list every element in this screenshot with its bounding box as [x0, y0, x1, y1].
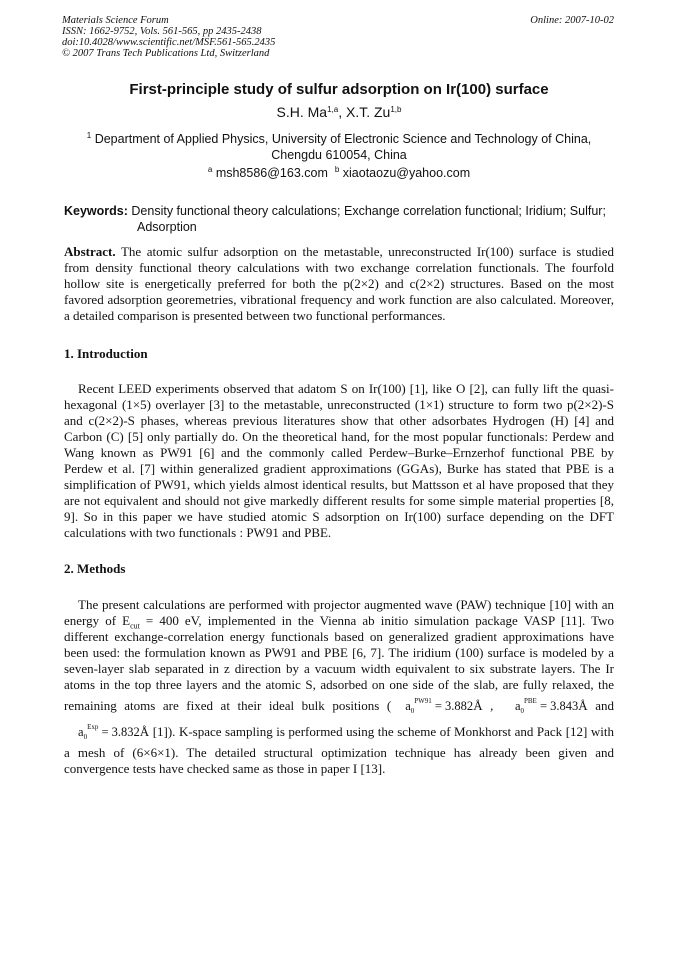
- abstract-text: The atomic sulfur adsorption on the metastable, unreconstructed Ir(100) surface is studied from density functional theory calculations with two exchange correlation functionals. The fourfold hollow site is energetically preferred for both the p(2×2) and c(2×2) structures. Based on the most favored adsorption georemetries, vibrational frequency and work function are also calculated. Moreover, a detailed comparison is presented between two functional performances.: [64, 244, 615, 323]
- issn-line: ISSN: 1662-9752, Vols. 561-565, pp 2435-2438: [62, 26, 262, 37]
- copyright-line: © 2007 Trans Tech Publications Ltd, Switzerland: [62, 48, 270, 59]
- journal-name: Materials Science Forum: [62, 15, 169, 26]
- formula-symbol: a: [514, 699, 521, 713]
- online-date: Online: 2007-10-02: [530, 15, 614, 26]
- keywords-text: Adsorption: [137, 220, 197, 234]
- affiliation-line: Department of Applied Physics, University of Electronic Science and Technology of China,: [94, 132, 592, 146]
- methods-text: The present calculations are performed with projector augmented wave (PAW) technique [10] with an energy of E: [64, 597, 614, 628]
- formula-value: = 3.832: [98, 725, 140, 739]
- formula-subscript: 0: [520, 707, 524, 715]
- affiliation-sup: 1: [86, 131, 92, 140]
- affiliation-line: Chengdu 610054, China: [271, 148, 407, 162]
- keywords-text: Density functional theory calculations; Exchange correlation functional; Iridium; Sulfur;: [131, 204, 606, 218]
- abstract-label: Abstract.: [64, 244, 116, 259]
- email-sup: b: [334, 165, 340, 174]
- formula-superscript: PW91: [414, 697, 432, 705]
- author-name: S.H. Ma: [276, 104, 328, 120]
- email-sup: a: [207, 165, 213, 174]
- lattice-formula: [391, 693, 473, 719]
- unit-angstrom: Å: [578, 698, 588, 713]
- formula-symbol: a: [405, 699, 411, 713]
- section-heading: 1. Introduction: [64, 346, 148, 361]
- author-name: X.T. Zu: [346, 104, 391, 120]
- email-address: xiaotaozu@yahoo.com: [342, 166, 471, 180]
- affiliation: [0, 131, 678, 163]
- author-sup: 1,a: [327, 105, 339, 114]
- formula-value: = 3.882: [431, 699, 474, 713]
- intro-paragraph: Recent LEED experiments observed that adatom S on Ir(100) [1], like O [2], can fully lift the quasi-hexagonal (1×5) overlayer [3] to the metastable, unreconstructed (1×1) structure to form two p(2×2)-S and c(2×2)-S phases, whereas previous literatures show that other adsorbates Hydrogen (H) [4] and Carbon (C) [5] only partially do. On the theoretical hand, for the most popular functionals: Perdew and Wang known as PW91 [6] and the commonly called Perdew–Burke–Ernzerhof functional PBE by Perdew et al. [7] within generalized gradient approximations (GGAs), Burke has stated that PBE is a simplification of PW91, which yields almost identical results, but Mattsson et al have proposed that they are not equivalent and should not give markedly different results for some simple material properties [8, 9]. So in this paper we have studied atomic S adsorption on Ir(100) surface depending on the DFT calculations with two functionals : PW91 and PBE.: [64, 381, 614, 540]
- journal-header: [62, 15, 275, 59]
- lattice-formula: [501, 693, 578, 719]
- formula-superscript: PBE: [524, 697, 537, 705]
- formula-subscript: 0: [410, 707, 415, 715]
- paper-title: First-principle study of sulfur adsorption on Ir(100) surface: [129, 81, 549, 98]
- methods-text: = 400 eV, implemented in the Vienna ab initio simulation package VASP [11]. Two different exchange-correlation energy functionals based on generalized gradient approximations have been used: the formulation known as PW91 and PBE [6, 7]. The iridium (100) surface is modeled by a seven-layer slab separated in z direction by a vacuum width equivalent to six substrate layers. The Ir atoms in the top three layers and the atomic S, adsorbed on one side of the slab, are fully relaxed, the remaining atoms are fixed at their ideal bulk positions (: [64, 613, 615, 713]
- methods-paragraph: [64, 597, 614, 777]
- email-address: msh8586@163.com: [215, 166, 328, 180]
- separator: ,: [482, 698, 501, 713]
- keywords-label: Keywords:: [64, 204, 128, 218]
- abstract: [64, 244, 614, 324]
- methods-text: [1]). K-space sampling is performed using the scheme of Monkhorst and Pack [12] with a mesh of (6×6×1). The detailed structural optimization technique has already been given and convergence tests have checked same as those in paper I [13].: [64, 724, 614, 776]
- email-line: [0, 166, 678, 180]
- unit-angstrom: Å: [139, 724, 150, 739]
- author-separator: ,: [338, 104, 346, 120]
- keywords: [64, 203, 616, 235]
- lattice-formula: [64, 719, 140, 745]
- separator: and: [587, 698, 614, 713]
- doi-line: doi:10.4028/www.scientific.net/MSF.561-565.2435: [62, 37, 276, 48]
- formula-subscript: 0: [83, 733, 88, 741]
- formula-symbol: a: [78, 725, 84, 739]
- formula-value: = 3.843: [536, 699, 579, 713]
- ecut-subscript: cut: [130, 621, 140, 631]
- section-heading: 2. Methods: [64, 561, 126, 576]
- author-sup: 1,b: [390, 105, 402, 114]
- formula-superscript: Exp: [87, 723, 99, 731]
- author-line: [0, 104, 678, 120]
- unit-angstrom: Å: [473, 698, 483, 713]
